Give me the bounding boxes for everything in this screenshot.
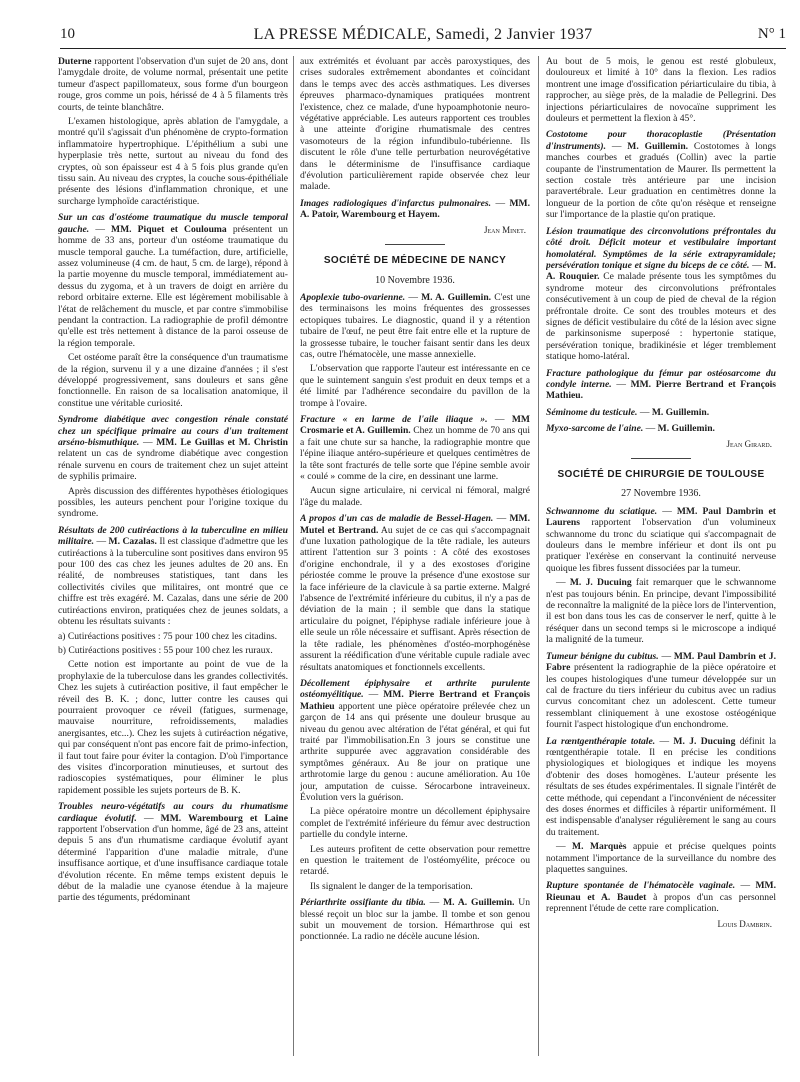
masthead	[60, 26, 786, 49]
author-name: Duterne	[58, 56, 92, 67]
issue-number: N° 1	[757, 26, 786, 42]
column-middle	[300, 56, 530, 1066]
journal-title: LA PRESSE MÉDICALE, Samedi, 2 Janvier 1937	[253, 26, 593, 43]
article-entry: Fracture « en larme de l'aile iliaque ». — MM Crosmarie et A. Guillemin. Chez un homme de 70 ans qui a fait une chute sur sa hanche, la radiographie montre que l'épine iliaque antéro-supérieure et quelques centimètres de la tête sont fracturés de telle sorte que l'épine semble avoir « coulé » comme de la cire, en dessinant une larme.	[300, 413, 530, 482]
article-text: C'est une des terminaisons les moins fréquentes des grossesses ectopiques tubaires. Le diagnostic, quand il y a rétention tubaire de l'œuf, ne peut être fait entre elle et la rupture de la grossesse tubaire, le toucher faisant sentir dans les deux cas, outre l'hématocèle, une masse annexielle.	[300, 291, 530, 360]
society-heading: SOCIÉTÉ DE CHIRURGIE DE TOULOUSE	[557, 469, 765, 480]
article-title: Lésion traumatique des circonvolutions préfrontales du côté droit. Déficit moteur et vestibulaire important homolatéral. Symptômes de la série extrapyramidale; persévération tonique et signe du biceps de ce côté.	[546, 225, 776, 271]
article-text: Un blessé reçoit un bloc sur la jambe. Il tombe et son genou subit un mouvement de torsion. Hémarthrose qui est ponctionnée. La radio ne décèle aucune lésion.	[300, 897, 530, 943]
paragraph: Au bout de 5 mois, le genou est resté globuleux, douloureux et limité à 10° dans la flexion. Les radios montrent une image d'ossification périarticulaire du tibia, à rapprocher, au siège près, de la maladie de Pellegrini. Des injections périarticulaires de novocaïne suppriment les douleurs et permettent la flexion à 45°.	[546, 56, 776, 125]
article-text: à propos d'un cas personnel reprennent l'étude de cette rare complication.	[546, 891, 776, 915]
article-entry: Schwannome du sciatique. — MM. Paul Dambrin et Laurens rapportent l'observation d'un volumineux schwannome du tronc du sciatique qui s'accompagnait de douleurs dans le membre inférieur et dont ils ont pu pratiquer l'exérèse en conservant la continuité nerveuse quoique les fibres fussent dissociées par la tumeur.	[546, 505, 776, 574]
signature: Jean Girard.	[726, 438, 772, 449]
article-entry: Rupture spontanée de l'hématocèle vaginale. — MM. Rieunau et A. Baudet à propos d'un cas personnel reprennent l'étude de cette rare complication.	[546, 880, 776, 915]
paragraph: Aucun signe articulaire, ni cervical ni fémoral, malgré l'âge du malade.	[300, 485, 530, 508]
article-authors: MM. Paul Dambrin et Laurens	[546, 505, 776, 529]
article-title: Apoplexie tubo-ovarienne.	[300, 291, 406, 303]
article-text: Costotomes à longs manches courbes et gradués (Collin) avec la partie coupante de l'instrumentation de Maurer. Ils permettent la section costale très antérieure par une incision paravertébrale. Leur graduation en centimètres donne la longueur de la portion de côte qu'on résèque et renseigne sur l'importance de la plastie qu'on pratique.	[546, 140, 776, 221]
paragraph: L'observation que rapporte l'auteur est intéressante en ce que le suintement sanguin s'est produit en deux temps et a été limité par l'adhérence secondaire du pavillon de la trompe à l'ovaire.	[300, 363, 530, 409]
article-entry: Périarthrite ossifiante du tibia. — M. A. Guillemin. Un blessé reçoit un bloc sur la jambe. Il tombe et son genou subit un mouvement de torsion. Hémarthrose qui est ponctionnée. La radio ne décèle aucune lésion.	[300, 897, 530, 943]
article-entry: Lésion traumatique des circonvolutions préfrontales du côté droit. Déficit moteur et vestibulaire important homolatéral. Symptômes de la série extrapyramidale; persévération tonique et signe du biceps de ce côté. — M. A. Rouquier. Ce malade présente tous les symptômes du syndrome moteur des circonvolutions préfrontales consécutivement à un coup de pied de cheval de la région préfrontale droite. Ce sont des troubles moteurs et des signes de déficit vestibulaire du côté de la lésion avec signe de parkinsonisme superposé : hypertonie statique, persévération tonique, bradikinésie et léger tremblement statique homo-latéral.	[546, 225, 776, 363]
article-text: Chez un homme de 70 ans qui a fait une chute sur sa hanche, la radiographie montre que l'épine iliaque antéro-supérieure et quelques centimètres de la tête sont fracturés de telle sorte que l'épine semble avoir « coulé » comme de la cire, en dessinant une larme.	[300, 425, 530, 482]
article-title: A propos d'un cas de maladie de Bessel-Hagen.	[300, 513, 494, 525]
article-title: Myxo-sarcome de l'aine.	[546, 423, 644, 435]
article-authors: M. Cazalas.	[108, 536, 157, 548]
article-text: définit la rœntgenthérapie totale. Il en précise les conditions physiologiques et biologiques et indique les moyens d'obtenir des doses homogènes. L'auteur présente les résultats de ses études expérimentales. Il signale l'intérêt de cette méthode, qui cependant a l'inconvénient de nécessiter des doses énormes et difficiles à répartir uniformément. Il est indispensable d'analyser régulièrement le sang au cours du traitement.	[546, 735, 776, 838]
article-authors: M. A. Rouquier.	[546, 259, 776, 283]
page-number: 10	[60, 26, 75, 42]
article-entry: Sur un cas d'ostéome traumatique du muscle temporal gauche. — MM. Piquet et Coulouma présentent un homme de 33 ans, porteur d'un ostéome traumatique du muscle temporal gauche. La tuméfaction, dure, artificielle, assez volumineuse (4 cm. de haut, 5 cm. de large), répond à la partie moyenne du muscle temporal, immédiatement au-dessus du zygoma, et à un travers de doigt en arrière du rebord orbitaire externe. Elle est légèrement mobilisable à l'état de relâchement du muscle, et par contre s'immobilise pendant la contraction. La radiographie de profil démontre qu'elle est très nettement à distance de la paroi osseuse de la région temporale.	[58, 212, 288, 349]
article-title: Syndrome diabétique avec congestion rénale constaté chez un spécifique primaire au cours d'un traitement arséno-bismuthique.	[58, 414, 288, 448]
article-title: Schwannome du sciatique.	[546, 505, 658, 517]
article-title: Sur un cas d'ostéome traumatique du muscle temporal gauche.	[58, 212, 288, 235]
article-text: relatent un cas de syndrome diabétique avec congestion rénale survenu en cours de traitement chez un sujet atteint de syphilis primaire.	[58, 448, 288, 483]
article-text: Il est classique d'admettre que les cutiréactions à la tuberculine sont positives dans environ 95 pour 100 des cas chez les jeunes adultes de 20 ans. En réalité, de nombreuses statistiques, tant dans les collectivités civiles que militaires, ont montré que ce chiffre est très exagéré. M. Cazalas, dans une série de 200 cutiréactions environ, pratiquées chez de jeunes soldats, a obtenu les résultats suivants :	[58, 536, 288, 628]
article-authors: M. A. Guillemin.	[421, 291, 492, 303]
article-entry: Apoplexie tubo-ovarienne. — M. A. Guillemin. C'est une des terminaisons les moins fréquentes des grossesses ectopiques tubaires. Le diagnostic, quand il y a rétention tubaire de l'œuf, ne peut être fait entre elle et la rupture de la grossesse tubaire, le toucher faisant sentir dans les deux cas, outre l'hématocèle, une masse annexielle.	[300, 291, 530, 360]
article-title: Décollement épiphysaire et arthrite purulente ostéomyélitique.	[300, 677, 530, 701]
list-item: a) Cutiréactions positives : 75 pour 100 chez les citadins.	[58, 630, 278, 642]
article-authors: M. J. Ducuing	[673, 735, 736, 747]
article-text: apportent une pièce opératoire prélevée chez un garçon de 14 ans qui présente une douleur brusque au niveau du genou avec altération de l'état général, et qui fut traité par l'immobilisation.En 3 jours se constitue une arthrite suppurée avec aggravation considérable des symptômes généraux. Au 8e jour on pratique une arthrotomie large du genou : aucune amélioration. Au 10e jour, amputation de cuisse. Sérocarbone intraveineux. Évolution vers la guérison.	[300, 700, 530, 803]
article-authors: MM. Mutel et Bertrand.	[300, 513, 530, 536]
society-heading: SOCIÉTÉ DE MÉDECINE DE NANCY	[323, 255, 507, 267]
session-date: 10 Novembre 1936.	[375, 274, 455, 286]
paragraph: aux extrémités et évoluant par accès paroxystiques, des crises sudorales extrêmement abondantes et coïncidant dans le temps avec des accès asthmatiques. Les diverses épreuves pharmaco-dynamiques pratiquées montrent l'existence, chez ce malade, d'une hypoamphotonie neuro-végétative appréciable. Les auteurs rapportent ces troubles à une atteinte d'origine rhumatismale des centres vasomoteurs de la région infundibulo-tubérienne. Ils discutent le rôle d'une telle perturbation neurovégétative dans le déterminisme de l'insuffisance cardiaque d'évolution particulièrement rapide observée chez leur malade.	[300, 56, 530, 193]
article-text: rapportent l'observation d'un volumineux schwannome du tronc du sciatique qui s'accompagnait de douleurs dans le membre inférieur et dont ils ont pu pratiquer l'exérèse en conservant la continuité nerveuse quoique les fibres fussent dissociées par la tumeur.	[546, 517, 776, 574]
article-authors: MM. Piquet et Coulouma	[111, 223, 227, 235]
article-entry: Fracture pathologique du fémur par ostéosarcome du condyle interne. — MM. Pierre Bertrand et François Mathieu.	[546, 367, 776, 402]
signature: Louis Dambrin.	[717, 918, 772, 929]
article-entry: Décollement épiphysaire et arthrite purulente ostéomyélitique. — MM. Pierre Bertrand et François Mathieu apportent une pièce opératoire prélevée chez un garçon de 14 ans qui présente une douleur brusque au niveau du genou avec altération de l'état général, et qui fut traité par l'immobilisation.En 3 jours se constitue une arthrite suppurée avec aggravation considérable des symptômes généraux. Au 8e jour on pratique une arthrotomie large du genou : aucune amélioration. Au 10e jour, amputation de cuisse. Sérocarbone intraveineux. Évolution vers la guérison.	[300, 677, 530, 803]
article-authors: M. Guillemin.	[627, 140, 689, 152]
author-name: M. Marquès	[572, 841, 627, 853]
article-entry: La rœntgenthérapie totale. — M. J. Ducuing définit la rœntgenthérapie totale. Il en précise les conditions physiologiques et biologiques et indique les moyens d'obtenir des doses homogènes. L'auteur présente les résultats de ses études expérimentales. Il signale l'intérêt de cette méthode, qui cependant a l'inconvénient de nécessiter des doses énormes et difficiles à répartir uniformément. Il est indispensable d'analyser régulièrement le sang au cours du traitement.	[546, 735, 776, 838]
article-authors: M. Guillemin.	[657, 423, 715, 435]
article-title: Périarthrite ossifiante du tibia.	[300, 897, 426, 909]
article-title: Fracture « en larme de l'aile iliaque ».	[300, 413, 488, 425]
signature: Jean Minet.	[484, 224, 526, 235]
paragraph: — M. Marquès appuie et précise quelques points notamment l'importance de la surveillance du nombre des plaquettes sanguines.	[546, 841, 776, 875]
article-entry: Images radiologiques d'infarctus pulmonaires. — MM. A. Patoir, Warembourg et Hayem.	[300, 197, 530, 221]
article-authors: MM. Paul Dambrin et J. Fabre	[546, 650, 776, 674]
section-divider	[631, 458, 691, 459]
article-text: présentent un homme de 33 ans, porteur d'un ostéome traumatique du muscle temporal gauche. La tuméfaction, dure, artificielle, assez volumineuse (4 cm. de haut, 5 cm. de large), répond à la partie moyenne du muscle temporal, immédiatement au-dessus du zygoma, et à un travers de doigt en arrière du rebord orbitaire externe. Elle est légèrement mobilisable à l'état de relâchement du muscle, et par contre s'immobilise pendant la contraction. La radiographie de profil démontre qu'elle est très nettement à distance de la paroi osseuse de la région temporale.	[58, 223, 288, 349]
article-authors: MM. Le Guillas et M. Christin	[156, 437, 288, 448]
article-authors: M. Guillemin.	[651, 406, 710, 418]
column-rule-right	[538, 56, 539, 1056]
column-right	[546, 56, 776, 1066]
article-title: La rœntgenthérapie totale.	[546, 735, 656, 747]
article-authors: M. A. Guillemin.	[443, 897, 515, 909]
article-entry: Syndrome diabétique avec congestion rénale constaté chez un spécifique primaire au cours d'un traitement arséno-bismuthique. — MM. Le Guillas et M. Christin relatent un cas de syndrome diabétique avec congestion rénale survenu en cours de traitement chez un sujet atteint de syphilis primaire.	[58, 414, 288, 483]
article-authors: MM Crosmarie et A. Guillemin.	[300, 413, 530, 437]
list-item: b) Cutiréactions positives : 55 pour 100 chez les ruraux.	[58, 644, 273, 656]
article-title: Tumeur bénigne du cubitus.	[546, 650, 659, 662]
article-text: Ce malade présente tous les symptômes du syndrome moteur des circonvolutions préfrontales consécutivement à un coup de pied de cheval de la région préfrontale droite. Ce sont des troubles moteurs et des signes de déficit vestibulaire du côté de la lésion avec signe de parkinsonisme superposé : hypertonie statique, persévération tonique, bradikinésie et léger tremblement statique homo-latéral.	[546, 271, 776, 363]
article-entry: Troubles neuro-végétatifs au cours du rhumatisme cardiaque évolutif. — MM. Warembourg et Laine rapportent l'observation d'un homme, âgé de 23 ans, atteint depuis 5 ans d'un rhumatisme cardiaque évolutif ayant déterminé l'apparition d'une maladie mitrale, d'une insuffisance aortique, et d'une insuffisance cardiaque totale d'évolution récente. En même temps existent depuis le début de la maladie une cyanose étendue à la majeure partie des téguments, prédominant	[58, 801, 288, 904]
article-title: Séminome du testicule.	[546, 406, 638, 418]
author-name: M. J. Ducuing	[569, 577, 632, 589]
article-entry: Tumeur bénigne du cubitus. — MM. Paul Dambrin et J. Fabre présentent la radiographie de la pièce opératoire et les coupes histologiques d'une tumeur développée sur un cal de fracture du tiers inférieur du cubitus avec un radius curvus concomitant chez un adolescent. Cette tumeur ressemblant cliniquement à une exostose ostéogénique fournit l'aspect histologique d'un enchondrome.	[546, 650, 776, 731]
paragraph: Ils signalent le danger de la temporisation.	[310, 880, 473, 892]
article-authors: MM. Rieunau et A. Baudet	[546, 880, 776, 903]
article-entry: Séminome du testicule. — M. Guillemin.	[546, 406, 710, 418]
article-entry: Myxo-sarcome de l'aine. — M. Guillemin.	[546, 423, 715, 435]
column-rule-left	[293, 56, 294, 1056]
article-entry: Résultats de 200 cutiréactions à la tuberculine en milieu militaire. — M. Cazalas. Il est classique d'admettre que les cutiréactions à la tuberculine sont positives dans environ 95 pour 100 des cas chez les jeunes adultes de 20 ans. En réalité, de nombreuses statistiques, tant dans les collectivités civiles que militaires, ont montré que ce chiffre est très exagéré. M. Cazalas, dans une série de 200 cutiréactions environ, pratiquées chez de jeunes soldats, a obtenu les résultats suivants :	[58, 524, 288, 628]
section-divider	[385, 244, 445, 245]
paragraph: La pièce opératoire montre un décollement épiphysaire complet de l'extrémité inférieure du fémur avec destruction partielle du condyle interne.	[300, 806, 530, 841]
session-date: 27 Novembre 1936.	[621, 488, 701, 500]
article-title: Costotome pour thoracoplastie (Présentation d'instruments).	[546, 129, 776, 152]
paragraph-text: fait remarquer que le schwannome n'est pas toujours bénin. En principe, devant l'impossibilité de reconnaître la malignité de la pièce lors de l'intervention, il est bon dans tous les cas de conserver le nerf, quitte à le réséquer dans un second temps si le microscope a indiqué la malignité de la tumeur.	[546, 577, 776, 646]
article-text: rapportent l'observation d'un homme, âgé de 23 ans, atteint depuis 5 ans d'un rhumatisme cardiaque évolutif ayant déterminé l'apparition d'une maladie mitrale, d'une insuffisance aortique, et d'une insuffisance cardiaque totale d'évolution récente. En même temps existent depuis le début de la maladie une cyanose étendue à la majeure partie des téguments, prédominant	[58, 824, 288, 904]
article-title: Troubles neuro-végétatifs au cours du rhumatisme cardiaque évolutif.	[58, 801, 288, 824]
article-text: présentent la radiographie de la pièce opératoire et les coupes histologiques d'une tumeur développée sur un cal de fracture du tiers inférieur du cubitus avec un radius curvus concomitant chez un adolescent. Cette tumeur ressemblant cliniquement à une exostose ostéogénique fournit l'aspect histologique d'un enchondrome.	[546, 662, 776, 731]
paragraph: Après discussion des différentes hypothèses étiologiques possibles, les auteurs penchent pour l'origine toxique du syndrome.	[58, 485, 288, 520]
paragraph: L'examen histologique, après ablation de l'amygdale, a montré qu'il s'agissait d'un phénomène de crypto-formation inflammatoire hypertrophique. L'épithélium a subi une hyperplasie très nette, surtout au niveau du fond des cryptes, où son épaisseur est 4 à 5 fois plus grande qu'en tissu sain. Au niveau des cryptes, la couche sous-épithéliale présente des lésions d'inflammation chronique, et une surcharge lymphoïde caractéristique.	[58, 116, 288, 207]
paragraph: Cette notion est importante au point de vue de la prophylaxie de la tuberculose dans les grandes collectivités. Chez les sujets à cutiréaction positive, il faut empêcher le réveil des B. K. ; donc, lutter contre les causes qui pourraient provoquer ce réveil (fatigues, surmenage, mauvaise nourriture, refroidissements, maladies anergisantes, etc...). Chez les sujets à cutiréaction négative, qui par conséquent n'ont pas encore fait de primo-infection, il faut tout faire pour éviter la contagion. D'où l'importance des visites d'incorporation minutieuses, et surtout des radioscopies systématiques, pour éliminer le plus rapidement possible les sujets porteurs de B. K.	[58, 659, 288, 796]
article-authors: MM. Pierre Bertrand et François Mathieu.	[546, 378, 776, 402]
paragraph: — M. J. Ducuing fait remarquer que le schwannome n'est pas toujours bénin. En principe, devant l'impossibilité de reconnaître la malignité de la pièce lors de l'intervention, il est bon dans tous les cas de conserver le nerf, quitte à le réséquer dans un second temps si le microscope a indiqué la malignité de la tumeur.	[546, 577, 776, 646]
article-entry: Costotome pour thoracoplastie (Présentation d'instruments). — M. Guillemin. Costotomes à longs manches courbes et gradués (Collin) avec la partie coupante de l'instrumentation de Maurer. Ils permettent la section costale très antérieure par une incision paravertébrale. Leur graduation en centimètres donne la longueur de la portion de côte qu'on résèque et renseigne sur l'importance de la plastie qu'on pratique.	[546, 129, 776, 221]
article-title: Rupture spontanée de l'hématocèle vaginale.	[546, 880, 736, 892]
article-entry: A propos d'un cas de maladie de Bessel-Hagen. — MM. Mutel et Bertrand. Au sujet de ce cas qui s'accompagnait d'une luxation pathologique de la tête radiale, les auteurs attirent l'attention sur 3 points : A côté des exostoses d'origine enchondrale, il y a des exostoses d'origine périostée comme le prouve la présence d'une exostose sur la face inférieure de la clavicule à sa partie externe. Malgré l'absence de l'extrémité inférieure du cubitus, il n'y a pas de déviation de la main ; il semble que dans la statique articulaire du poignet, l'épiphyse radiale inférieure joue à elle seule un rôle nécessaire et suffisant. Après résection de la tête radiale, les phénomènes d'ostéo-morphogénèse assurent la réédification d'une véritable cupule radiale avec résultats anatomiques et fonctionnels excellents.	[300, 513, 530, 673]
paragraph	[58, 56, 288, 113]
paragraph-text: appuie et précise quelques points notamment l'importance de la surveillance du nombre des plaquettes sanguines.	[546, 841, 776, 875]
article-authors: MM. A. Patoir, Warembourg et Hayem.	[300, 197, 530, 221]
article-authors: MM. Warembourg et Laine	[160, 812, 288, 824]
paragraph: Les auteurs profitent de cette observation pour remettre en question le traitement de l'ostéomyélite, précoce ou retardé.	[300, 843, 530, 878]
column-left	[58, 56, 288, 1066]
article-title: Fracture pathologique du fémur par ostéosarcome du condyle interne.	[546, 367, 776, 390]
article-title: Résultats de 200 cutiréactions à la tuberculine en milieu militaire.	[58, 524, 288, 548]
article-title: Images radiologiques d'infarctus pulmonaires.	[300, 197, 492, 209]
article-authors: MM. Pierre Bertrand et François Mathieu	[300, 689, 530, 712]
paragraph: Cet ostéome paraît être la conséquence d'un traumatisme de la région, survenu il y a une dizaine d'années ; il s'est développé progressivement, sans douleurs et sans gêne fonctionnelle. En raison de sa localisation anatomique, il constitue une véritable curiosité.	[58, 352, 288, 409]
article-text: Au sujet de ce cas qui s'accompagnait d'une luxation pathologique de la tête radiale, les auteurs attirent l'attention sur 3 points : A côté des exostoses d'origine enchondrale, il y a des exostoses d'origine périostée comme le prouve la présence d'une exostose sur la face inférieure de la clavicule à sa partie externe. Malgré l'absence de l'extrémité inférieure du cubitus, il n'y a pas de déviation de la main ; il semble que dans la statique articulaire du poignet, l'épiphyse radiale inférieure joue à elle seule un rôle nécessaire et suffisant. Après résection de la tête radiale, les phénomènes d'ostéo-morphogénèse assurent la réédification d'une véritable cupule radiale avec résultats anatomiques et fonctionnels excellents.	[300, 524, 530, 673]
paragraph-text: rapportent l'observation d'un sujet de 20 ans, dont l'amygdale droite, de volume normal, présentait une petite tumeur d'aspect papillomateux, sous forme d'un bourgeon rouge, gros comme un pois, hérissé de 4 à 5 filaments très courts, de teinte blanchâtre.	[58, 56, 288, 113]
